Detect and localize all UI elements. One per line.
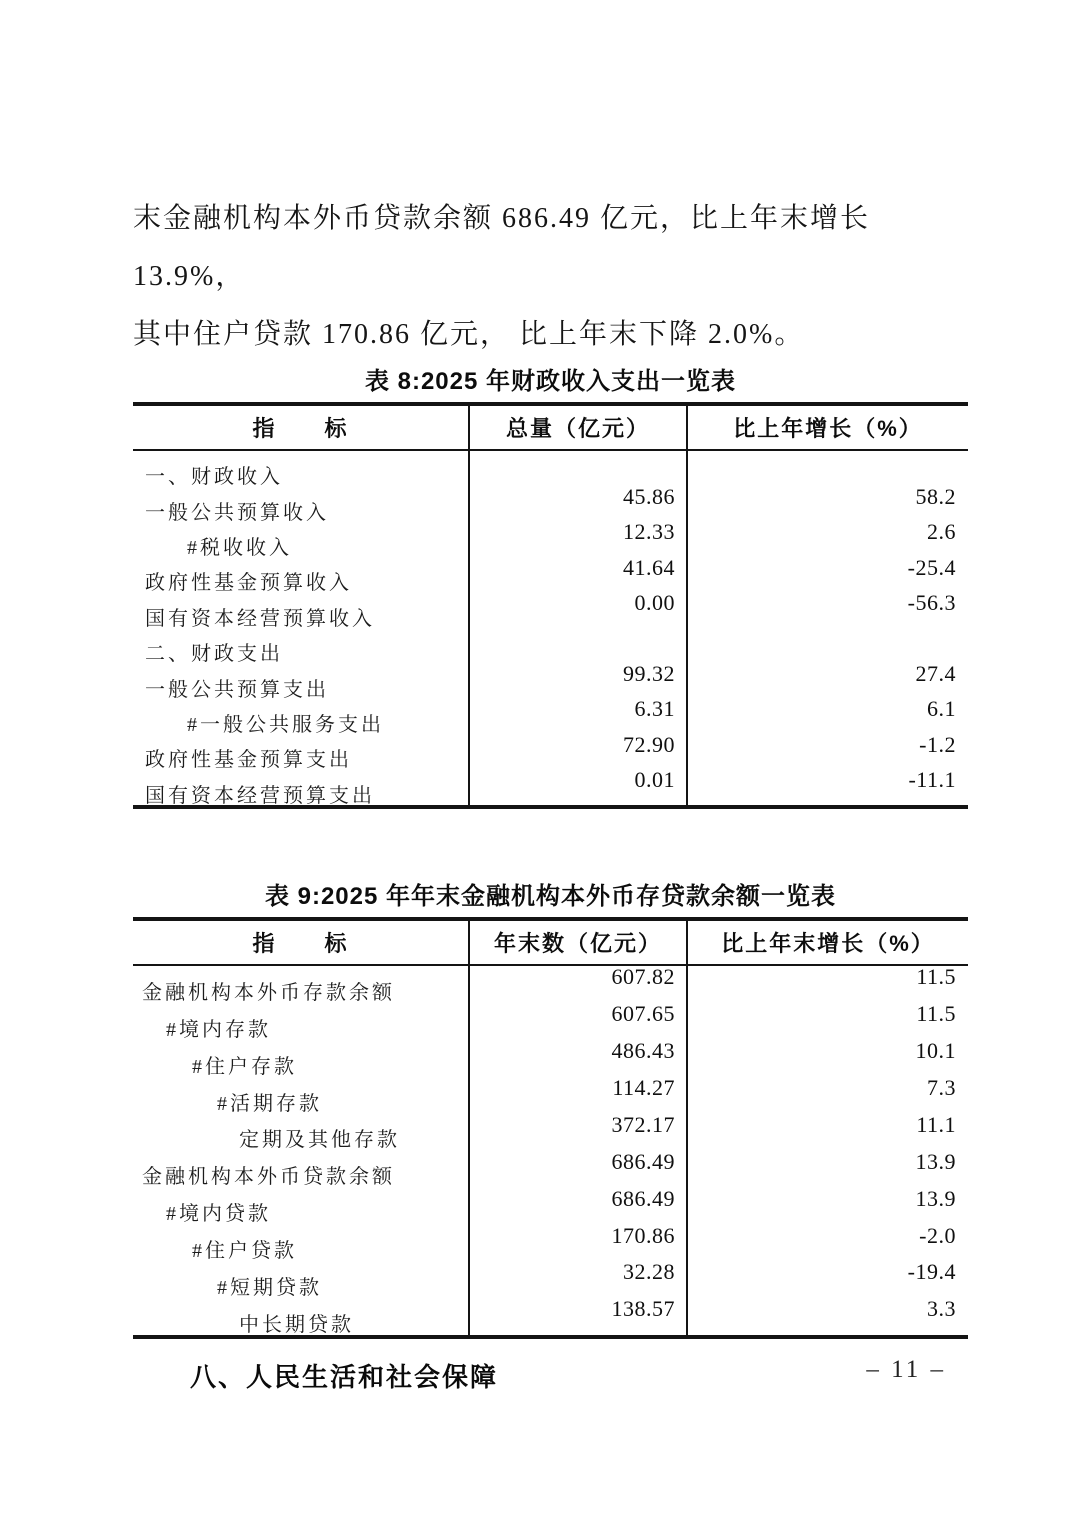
table9-body: [133, 966, 968, 1335]
table8-header-row: [133, 406, 968, 451]
row-growth-value: 2.6: [927, 519, 956, 545]
row-total-value: 12.33: [623, 519, 675, 545]
row-total-value: 0.00: [634, 590, 675, 616]
table9-header-indicator: 指 标: [133, 921, 470, 964]
intro-paragraph: [133, 0, 968, 364]
row-growth-value: 3.3: [927, 1296, 956, 1322]
table-row: [133, 1003, 968, 1040]
row-total-value: 99.32: [623, 661, 675, 687]
table-row: [133, 1187, 968, 1224]
row-growth-value: -56.3: [907, 590, 956, 616]
row-total-value: 607.65: [611, 1001, 675, 1027]
row-growth-value: 13.9: [915, 1148, 956, 1174]
row-growth-value: 11.5: [916, 1001, 956, 1027]
table-row: [133, 519, 968, 559]
row-indicator-label: #一般公共服务支出: [187, 713, 384, 736]
table-row: [133, 554, 968, 595]
page-number: – 11 –: [866, 1356, 946, 1383]
table-row: [133, 1150, 968, 1187]
table8-fiscal-revenue-expenditure: [133, 402, 968, 809]
row-indicator-label: 一般公共预算支出: [145, 678, 329, 701]
table-row: [133, 484, 968, 524]
row-indicator-label: 金融机构本外币存款余额: [142, 981, 395, 1004]
table8-body: [133, 451, 968, 805]
row-indicator-label: 二、财政支出: [145, 643, 283, 666]
row-indicator-label: 国有资本经营预算收入: [145, 607, 375, 630]
row-total-value: 372.17: [611, 1111, 675, 1137]
row-total-value: 607.82: [611, 964, 675, 990]
row-total-value: 686.49: [611, 1148, 675, 1174]
table8-header-total: 总量（亿元）: [470, 406, 688, 449]
row-total-value: 45.86: [623, 484, 675, 510]
table9-title: 表 9:2025 年年末金融机构本外币存贷款余额一览表: [264, 882, 837, 910]
row-growth-value: -11.1: [908, 767, 956, 793]
table9-header-total: 年末数（亿元）: [470, 921, 688, 964]
row-growth-value: -1.2: [919, 731, 956, 757]
row-total-value: 0.01: [634, 767, 675, 793]
table9-header-row: [133, 921, 968, 966]
row-indicator-label: 一般公共预算收入: [145, 501, 329, 524]
table-row: [133, 767, 968, 807]
row-indicator-label: 一、财政收入: [145, 466, 283, 489]
section-heading: 八、人民生活和社会保障: [190, 1361, 499, 1392]
row-indicator-label: #住户贷款: [192, 1240, 297, 1263]
row-indicator-label: 政府性基金预算支出: [145, 749, 352, 772]
row-total-value: 41.64: [623, 554, 675, 580]
table9-header-growth: 比上年末增长（%）: [721, 930, 935, 956]
table-row: [133, 1113, 968, 1150]
row-growth-value: -2.0: [919, 1222, 956, 1248]
table-row: [133, 661, 968, 701]
table-row: [133, 451, 968, 489]
row-indicator-label: #税收收入: [187, 536, 292, 559]
row-growth-value: 13.9: [915, 1185, 956, 1211]
row-indicator-label: #境内存款: [166, 1018, 271, 1041]
table8-header-growth: 比上年增长（%）: [733, 416, 923, 441]
table8-header-indicator: 指 标: [133, 406, 470, 449]
row-growth-value: 6.1: [927, 696, 956, 722]
table-row: [133, 696, 968, 736]
table-row: [133, 1077, 968, 1114]
table-row: [133, 731, 968, 772]
row-growth-value: -19.4: [907, 1259, 956, 1285]
row-growth-value: 10.1: [915, 1038, 956, 1064]
row-total-value: 114.27: [612, 1075, 675, 1101]
table-row: [133, 1224, 968, 1261]
row-total-value: 170.86: [611, 1222, 675, 1248]
row-total-value: 32.28: [623, 1259, 675, 1285]
table-row: [133, 628, 968, 666]
row-growth-value: 27.4: [915, 661, 956, 687]
page-content: [133, 0, 968, 1394]
row-indicator-label: #活期存款: [217, 1092, 322, 1115]
row-total-value: 486.43: [611, 1038, 675, 1064]
row-growth-value: 11.5: [916, 964, 956, 990]
row-indicator-label: #短期贷款: [217, 1276, 322, 1299]
table-row: [133, 966, 968, 1003]
row-indicator-label: 国有资本经营预算支出: [145, 784, 375, 807]
row-growth-value: 11.1: [916, 1111, 956, 1137]
row-indicator-label: 政府性基金预算收入: [145, 572, 352, 595]
table9-deposits-loans: [133, 917, 968, 1339]
row-total-value: 138.57: [611, 1296, 675, 1322]
table-row: [133, 1298, 968, 1335]
table-row: [133, 1040, 968, 1077]
paragraph-line-2: 其中住户贷款 170.86 亿元， 比上年末下降 2.0%。: [133, 319, 805, 350]
row-indicator-label: 金融机构本外币贷款余额: [142, 1166, 395, 1189]
row-indicator-label: #住户存款: [192, 1055, 297, 1078]
row-total-value: 6.31: [634, 696, 675, 722]
table8-title: 表 8:2025 年财政收入支出一览表: [364, 368, 737, 395]
row-growth-value: -25.4: [907, 554, 956, 580]
row-indicator-label: 定期及其他存款: [239, 1129, 400, 1152]
row-indicator-label: 中长期贷款: [239, 1313, 354, 1336]
row-indicator-label: #境内贷款: [166, 1203, 271, 1226]
table-row: [133, 590, 968, 630]
row-total-value: 72.90: [623, 731, 675, 757]
row-growth-value: 58.2: [915, 484, 956, 510]
row-total-value: 686.49: [611, 1185, 675, 1211]
paragraph-line-1: 末金融机构本外币贷款余额 686.49 亿元，比上年末增长 13.9%，: [133, 203, 871, 292]
table-row: [133, 1261, 968, 1298]
row-growth-value: 7.3: [927, 1075, 956, 1101]
